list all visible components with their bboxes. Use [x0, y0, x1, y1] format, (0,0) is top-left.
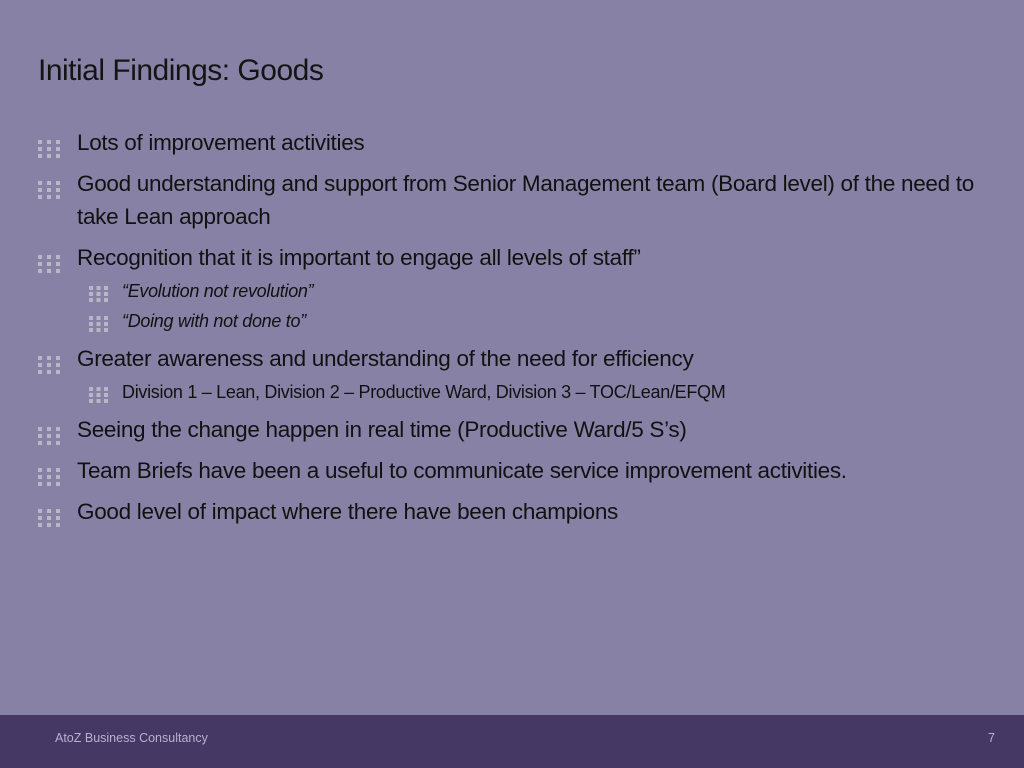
bullet-text: Team Briefs have been a useful to communicate service improvement activities.: [77, 458, 847, 483]
bullet-item: [38, 454, 988, 487]
bullet-dot: [38, 262, 42, 266]
bullet-dot: [56, 427, 60, 431]
bullet-dot: [38, 356, 42, 360]
bullet-dot: [97, 328, 101, 332]
bullet-dot: [56, 509, 60, 513]
dotted-grid-bullet-icon-graphic: [89, 316, 108, 332]
bullet-dot: [47, 475, 51, 479]
bullet-dot: [38, 523, 42, 527]
bullet-item: [38, 167, 988, 233]
bullet-dot: [89, 328, 93, 332]
dotted-grid-bullet-icon-graphic: [38, 509, 60, 527]
bullet-dot: [38, 154, 42, 158]
dotted-grid-bullet-icon: [89, 384, 108, 400]
bullet-dot: [47, 195, 51, 199]
bullet-dot: [47, 523, 51, 527]
bullet-dot: [38, 188, 42, 192]
bullet-dot: [38, 516, 42, 520]
bullet-dot: [56, 434, 60, 438]
bullet-dot: [38, 370, 42, 374]
bullet-item: [38, 126, 988, 159]
bullet-dot: [47, 356, 51, 360]
bullet-dot: [89, 393, 93, 397]
dotted-grid-bullet-icon: [38, 134, 60, 152]
bullet-dot: [47, 427, 51, 431]
bullet-dot: [47, 140, 51, 144]
bullet-dot: [97, 393, 101, 397]
dotted-grid-bullet-icon-graphic: [38, 427, 60, 445]
bullet-dot: [97, 292, 101, 296]
dotted-grid-bullet-icon-graphic: [89, 286, 108, 302]
dotted-grid-bullet-icon-graphic: [38, 468, 60, 486]
bullet-dot: [56, 356, 60, 360]
bullet-text: Lots of improvement activities: [77, 130, 365, 155]
bullet-dot: [56, 269, 60, 273]
bullet-item: [38, 342, 988, 375]
sub-bullet-text: Division 1 – Lean, Division 2 – Productive Ward, Division 3 – TOC/Lean/EFQM: [122, 382, 726, 402]
bullet-dot: [38, 475, 42, 479]
bullet-list: [38, 126, 988, 536]
bullet-dot: [38, 195, 42, 199]
bullet-text: Recognition that it is important to engage all levels of staff”: [77, 245, 641, 270]
bullet-dot: [56, 441, 60, 445]
bullet-dot: [56, 468, 60, 472]
bullet-dot: [56, 147, 60, 151]
bullet-dot: [38, 269, 42, 273]
sub-bullet-item: [38, 379, 988, 405]
dotted-grid-bullet-icon: [38, 249, 60, 267]
bullet-dot: [56, 482, 60, 486]
bullet-dot: [104, 292, 108, 296]
bullet-dot: [97, 322, 101, 326]
bullet-dot: [56, 523, 60, 527]
dotted-grid-bullet-icon-graphic: [38, 181, 60, 199]
bullet-dot: [47, 441, 51, 445]
bullet-dot: [47, 262, 51, 266]
footer-bar: [0, 715, 1024, 768]
bullet-dot: [104, 316, 108, 320]
bullet-dot: [38, 482, 42, 486]
sub-bullet-text: “Evolution not revolution”: [122, 281, 314, 301]
sub-bullet-text: “Doing with not done to”: [122, 311, 306, 331]
dotted-grid-bullet-icon: [89, 283, 108, 299]
bullet-dot: [47, 468, 51, 472]
bullet-dot: [47, 255, 51, 259]
bullet-dot: [56, 516, 60, 520]
sub-bullet-item: [38, 308, 988, 334]
bullet-dot: [97, 399, 101, 403]
sub-bullet-item: [38, 278, 988, 304]
bullet-dot: [38, 468, 42, 472]
bullet-dot: [38, 181, 42, 185]
bullet-text: Good level of impact where there have been champions: [77, 499, 618, 524]
bullet-dot: [97, 286, 101, 290]
bullet-dot: [56, 195, 60, 199]
bullet-item: [38, 495, 988, 528]
bullet-dot: [47, 434, 51, 438]
dotted-grid-bullet-icon: [38, 421, 60, 439]
bullet-dot: [47, 516, 51, 520]
bullet-dot: [56, 262, 60, 266]
bullet-dot: [56, 370, 60, 374]
bullet-dot: [104, 286, 108, 290]
bullet-dot: [47, 482, 51, 486]
bullet-dot: [47, 509, 51, 513]
bullet-text: Good understanding and support from Senior Management team (Board level) of the need to take Lean approach: [77, 171, 974, 229]
bullet-dot: [104, 298, 108, 302]
bullet-dot: [104, 399, 108, 403]
dotted-grid-bullet-icon-graphic: [38, 255, 60, 273]
bullet-dot: [56, 140, 60, 144]
bullet-dot: [56, 188, 60, 192]
bullet-dot: [56, 363, 60, 367]
bullet-dot: [38, 147, 42, 151]
bullet-dot: [104, 387, 108, 391]
bullet-dot: [89, 399, 93, 403]
dotted-grid-bullet-icon: [38, 175, 60, 193]
bullet-item: [38, 413, 988, 446]
bullet-dot: [38, 434, 42, 438]
bullet-dot: [56, 154, 60, 158]
bullet-dot: [47, 370, 51, 374]
page-number: 7: [988, 731, 995, 745]
bullet-dot: [97, 387, 101, 391]
dotted-grid-bullet-icon-graphic: [38, 356, 60, 374]
dotted-grid-bullet-icon: [89, 313, 108, 329]
bullet-dot: [56, 181, 60, 185]
bullet-dot: [47, 269, 51, 273]
bullet-dot: [47, 363, 51, 367]
bullet-dot: [56, 475, 60, 479]
bullet-dot: [47, 181, 51, 185]
bullet-dot: [89, 292, 93, 296]
bullet-dot: [89, 387, 93, 391]
bullet-dot: [56, 255, 60, 259]
dotted-grid-bullet-icon: [38, 462, 60, 480]
bullet-dot: [89, 286, 93, 290]
bullet-dot: [104, 328, 108, 332]
bullet-dot: [38, 363, 42, 367]
footer-company: AtoZ Business Consultancy: [55, 731, 208, 745]
bullet-dot: [38, 441, 42, 445]
dotted-grid-bullet-icon: [38, 503, 60, 521]
bullet-dot: [47, 154, 51, 158]
bullet-dot: [38, 255, 42, 259]
bullet-dot: [104, 322, 108, 326]
bullet-dot: [47, 188, 51, 192]
bullet-dot: [47, 147, 51, 151]
bullet-dot: [89, 316, 93, 320]
bullet-item: [38, 241, 988, 274]
bullet-dot: [97, 298, 101, 302]
bullet-dot: [38, 509, 42, 513]
dotted-grid-bullet-icon-graphic: [89, 387, 108, 403]
bullet-text: Seeing the change happen in real time (Productive Ward/5 S’s): [77, 417, 687, 442]
bullet-text: Greater awareness and understanding of the need for efficiency: [77, 346, 694, 371]
bullet-dot: [38, 140, 42, 144]
bullet-dot: [97, 316, 101, 320]
bullet-dot: [89, 322, 93, 326]
bullet-dot: [104, 393, 108, 397]
bullet-dot: [89, 298, 93, 302]
bullet-dot: [38, 427, 42, 431]
dotted-grid-bullet-icon-graphic: [38, 140, 60, 158]
slide-title: Initial Findings: Goods: [38, 54, 324, 87]
dotted-grid-bullet-icon: [38, 350, 60, 368]
